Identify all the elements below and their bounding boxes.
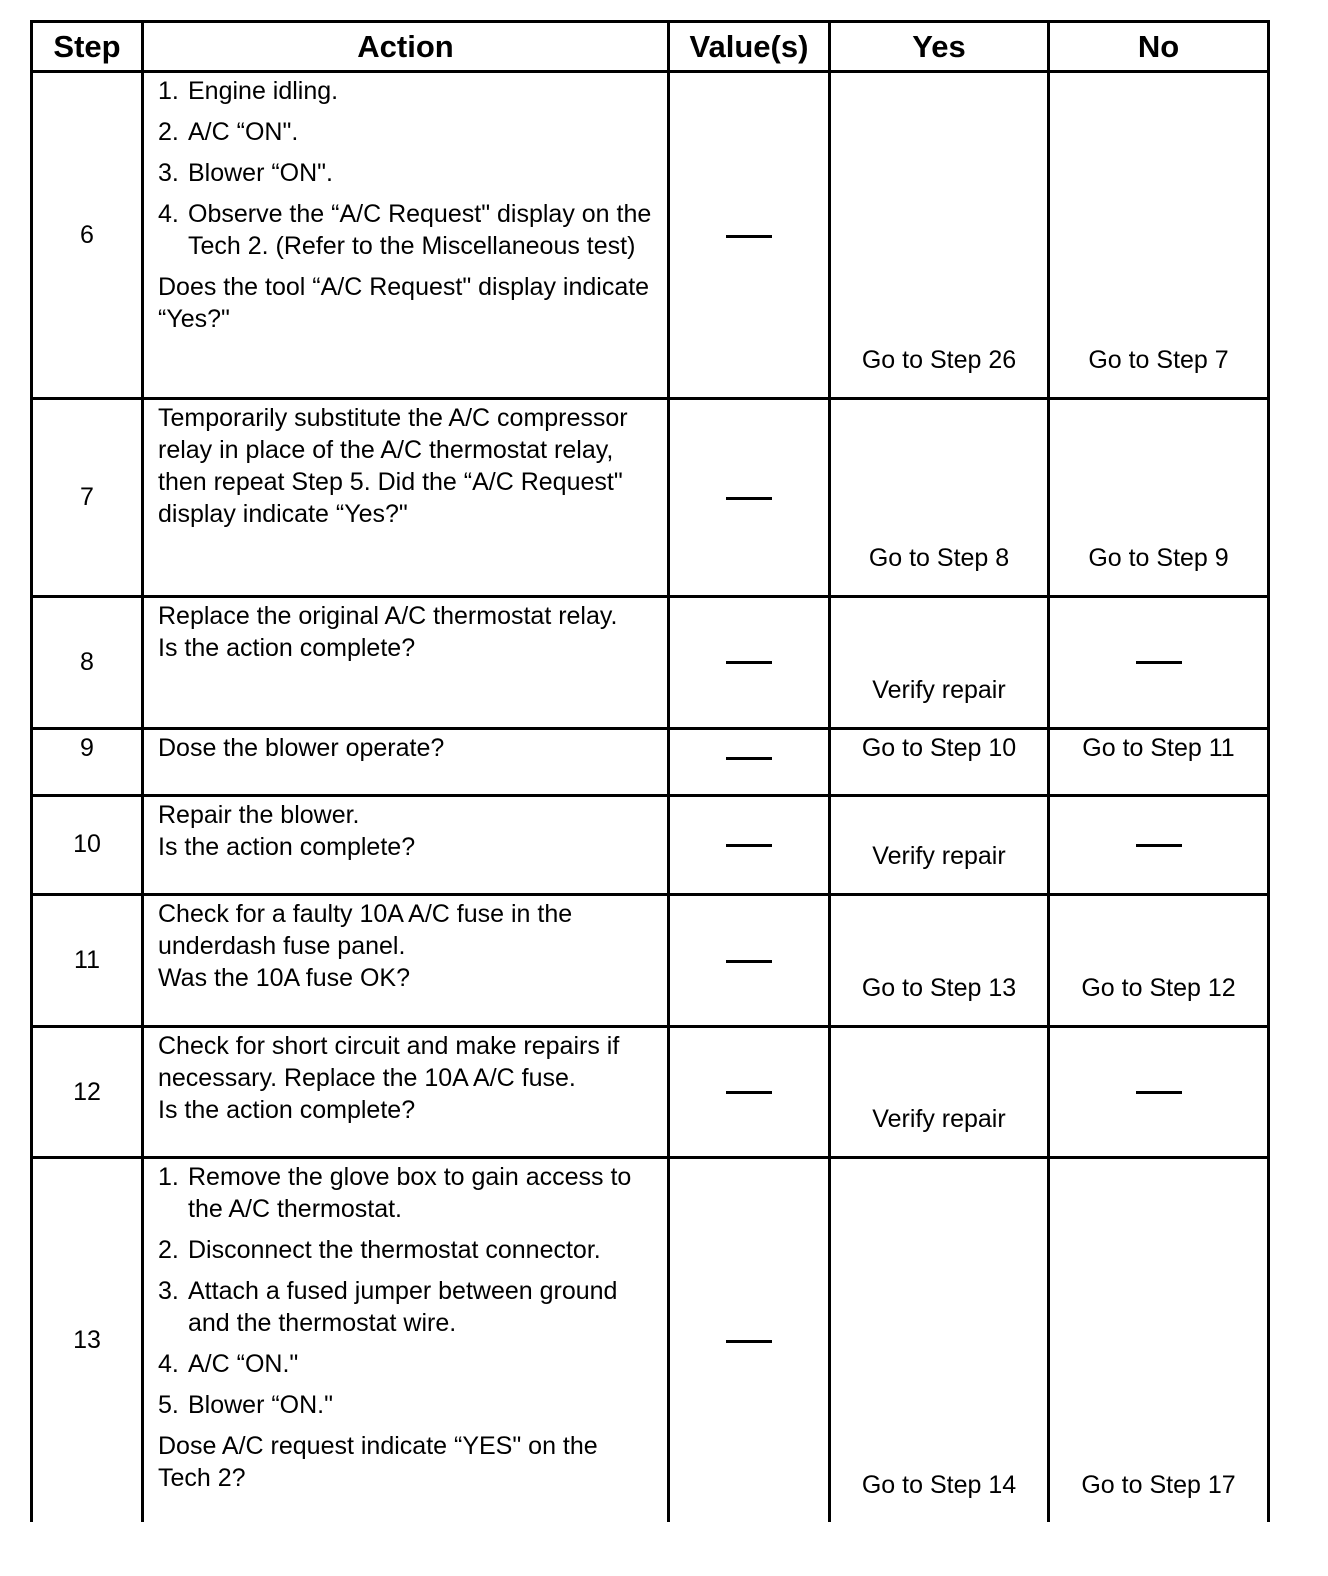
value-cell <box>669 1026 830 1157</box>
step-item-number: 5. <box>158 1391 179 1420</box>
no-result-dash <box>1136 844 1182 847</box>
diagnostic-table <box>30 20 1270 1522</box>
yes-cell: Go to Step 14 <box>830 1158 1049 1522</box>
action-text: Dose the blower operate? <box>158 733 445 762</box>
no-value-dash <box>726 757 772 760</box>
yes-cell: Go to Step 13 <box>830 894 1049 1026</box>
action-question: Does the tool “A/C Request" display indicate “Yes?" <box>158 273 650 333</box>
no-cell: Go to Step 12 <box>1049 894 1269 1026</box>
step-item-text: Disconnect the thermostat connector. <box>188 1236 601 1265</box>
value-cell <box>669 1158 830 1522</box>
step-item-text: Blower “ON". <box>188 159 334 187</box>
step-item-number: 4. <box>158 200 179 228</box>
step-item-number: 1. <box>158 1163 179 1192</box>
action-step <box>158 157 653 189</box>
step-item-number: 4. <box>158 1350 179 1379</box>
no-value-dash <box>726 661 772 664</box>
table-row <box>32 596 1269 728</box>
yes-cell: Go to Step 8 <box>830 399 1049 596</box>
value-cell <box>669 894 830 1026</box>
step-item-number: 3. <box>158 1277 179 1306</box>
action-text: Check for short circuit and make repairs if necessary. Replace the 10A A/C fuse. <box>158 1031 620 1092</box>
step-number: 8 <box>32 596 143 728</box>
yes-cell: Verify repair <box>830 596 1049 728</box>
header-yes: Yes <box>830 22 1049 72</box>
header-row <box>32 22 1269 72</box>
yes-cell: Go to Step 10 <box>830 728 1049 795</box>
action-cell <box>143 795 669 894</box>
step-number: 11 <box>32 894 143 1026</box>
step-item-text: A/C “ON". <box>188 118 299 146</box>
action-step <box>158 198 653 262</box>
table-row <box>32 894 1269 1026</box>
no-cell: Go to Step 11 <box>1049 728 1269 795</box>
action-step <box>158 75 653 107</box>
action-step <box>158 1275 653 1339</box>
table-row <box>32 399 1269 596</box>
no-cell <box>1049 795 1269 894</box>
no-value-dash <box>726 497 772 500</box>
step-item-text: A/C “ON." <box>188 1350 299 1379</box>
no-cell <box>1049 596 1269 728</box>
action-step <box>158 116 653 148</box>
no-cell: Go to Step 9 <box>1049 399 1269 596</box>
header-step: Step <box>32 22 143 72</box>
action-cell <box>143 72 669 399</box>
action-text: Check for a faulty 10A A/C fuse in the underdash fuse panel. <box>158 899 573 960</box>
no-value-dash <box>726 1340 772 1343</box>
step-number: 6 <box>32 72 143 399</box>
table-row <box>32 728 1269 795</box>
step-number: 13 <box>32 1158 143 1522</box>
step-item-text: Observe the “A/C Request" display on the Tech 2. (Refer to the Miscellaneous test) <box>188 200 652 260</box>
step-number: 12 <box>32 1026 143 1157</box>
action-text: Temporarily substitute the A/C compressor relay in place of the A/C thermostat relay, then repeat Step 5. Did the “A/C Request" display indicate “Yes?" <box>158 404 628 529</box>
step-number: 9 <box>32 728 143 795</box>
yes-cell: Verify repair <box>830 1026 1049 1157</box>
action-step <box>158 1348 653 1380</box>
no-value-dash <box>726 235 772 238</box>
no-value-dash <box>726 844 772 847</box>
table-row <box>32 1158 1269 1522</box>
action-cell <box>143 1158 669 1522</box>
action-text: Repair the blower. <box>158 800 360 829</box>
step-number: 10 <box>32 795 143 894</box>
action-cell <box>143 1026 669 1157</box>
header-values: Value(s) <box>669 22 830 72</box>
action-cell <box>143 728 669 795</box>
value-cell <box>669 399 830 596</box>
step-item-number: 1. <box>158 77 179 105</box>
header-action: Action <box>143 22 669 72</box>
no-value-dash <box>726 960 772 963</box>
step-item-text: Blower “ON." <box>188 1391 334 1420</box>
yes-cell: Go to Step 26 <box>830 72 1049 399</box>
value-cell <box>669 728 830 795</box>
action-cell <box>143 399 669 596</box>
step-item-text: Engine idling. <box>188 77 339 105</box>
table-row <box>32 72 1269 399</box>
yes-cell: Verify repair <box>830 795 1049 894</box>
no-cell <box>1049 1026 1269 1157</box>
step-item-text: Attach a fused jumper between ground and the thermostat wire. <box>188 1277 618 1338</box>
no-result-dash <box>1136 661 1182 664</box>
table-row <box>32 795 1269 894</box>
no-value-dash <box>726 1091 772 1094</box>
step-item-number: 2. <box>158 1236 179 1265</box>
no-result-dash <box>1136 1091 1182 1094</box>
step-number: 7 <box>32 399 143 596</box>
value-cell <box>669 596 830 728</box>
action-question: Dose A/C request indicate “YES" on the Tech 2? <box>158 1432 598 1493</box>
value-cell <box>669 72 830 399</box>
step-item-text: Remove the glove box to gain access to the A/C thermostat. <box>188 1163 632 1224</box>
action-step <box>158 1161 653 1225</box>
action-question: Was the 10A fuse OK? <box>158 963 410 992</box>
action-question: Is the action complete? <box>158 1095 416 1124</box>
action-step <box>158 1234 653 1266</box>
no-cell: Go to Step 7 <box>1049 72 1269 399</box>
action-cell <box>143 894 669 1026</box>
table-row <box>32 1026 1269 1157</box>
header-no: No <box>1049 22 1269 72</box>
value-cell <box>669 795 830 894</box>
action-question: Is the action complete? <box>158 633 416 662</box>
action-text: Replace the original A/C thermostat relay. <box>158 601 618 630</box>
step-item-number: 3. <box>158 159 179 187</box>
no-cell: Go to Step 17 <box>1049 1158 1269 1522</box>
action-cell <box>143 596 669 728</box>
action-step <box>158 1389 653 1421</box>
step-item-number: 2. <box>158 118 179 146</box>
action-question: Is the action complete? <box>158 832 416 861</box>
